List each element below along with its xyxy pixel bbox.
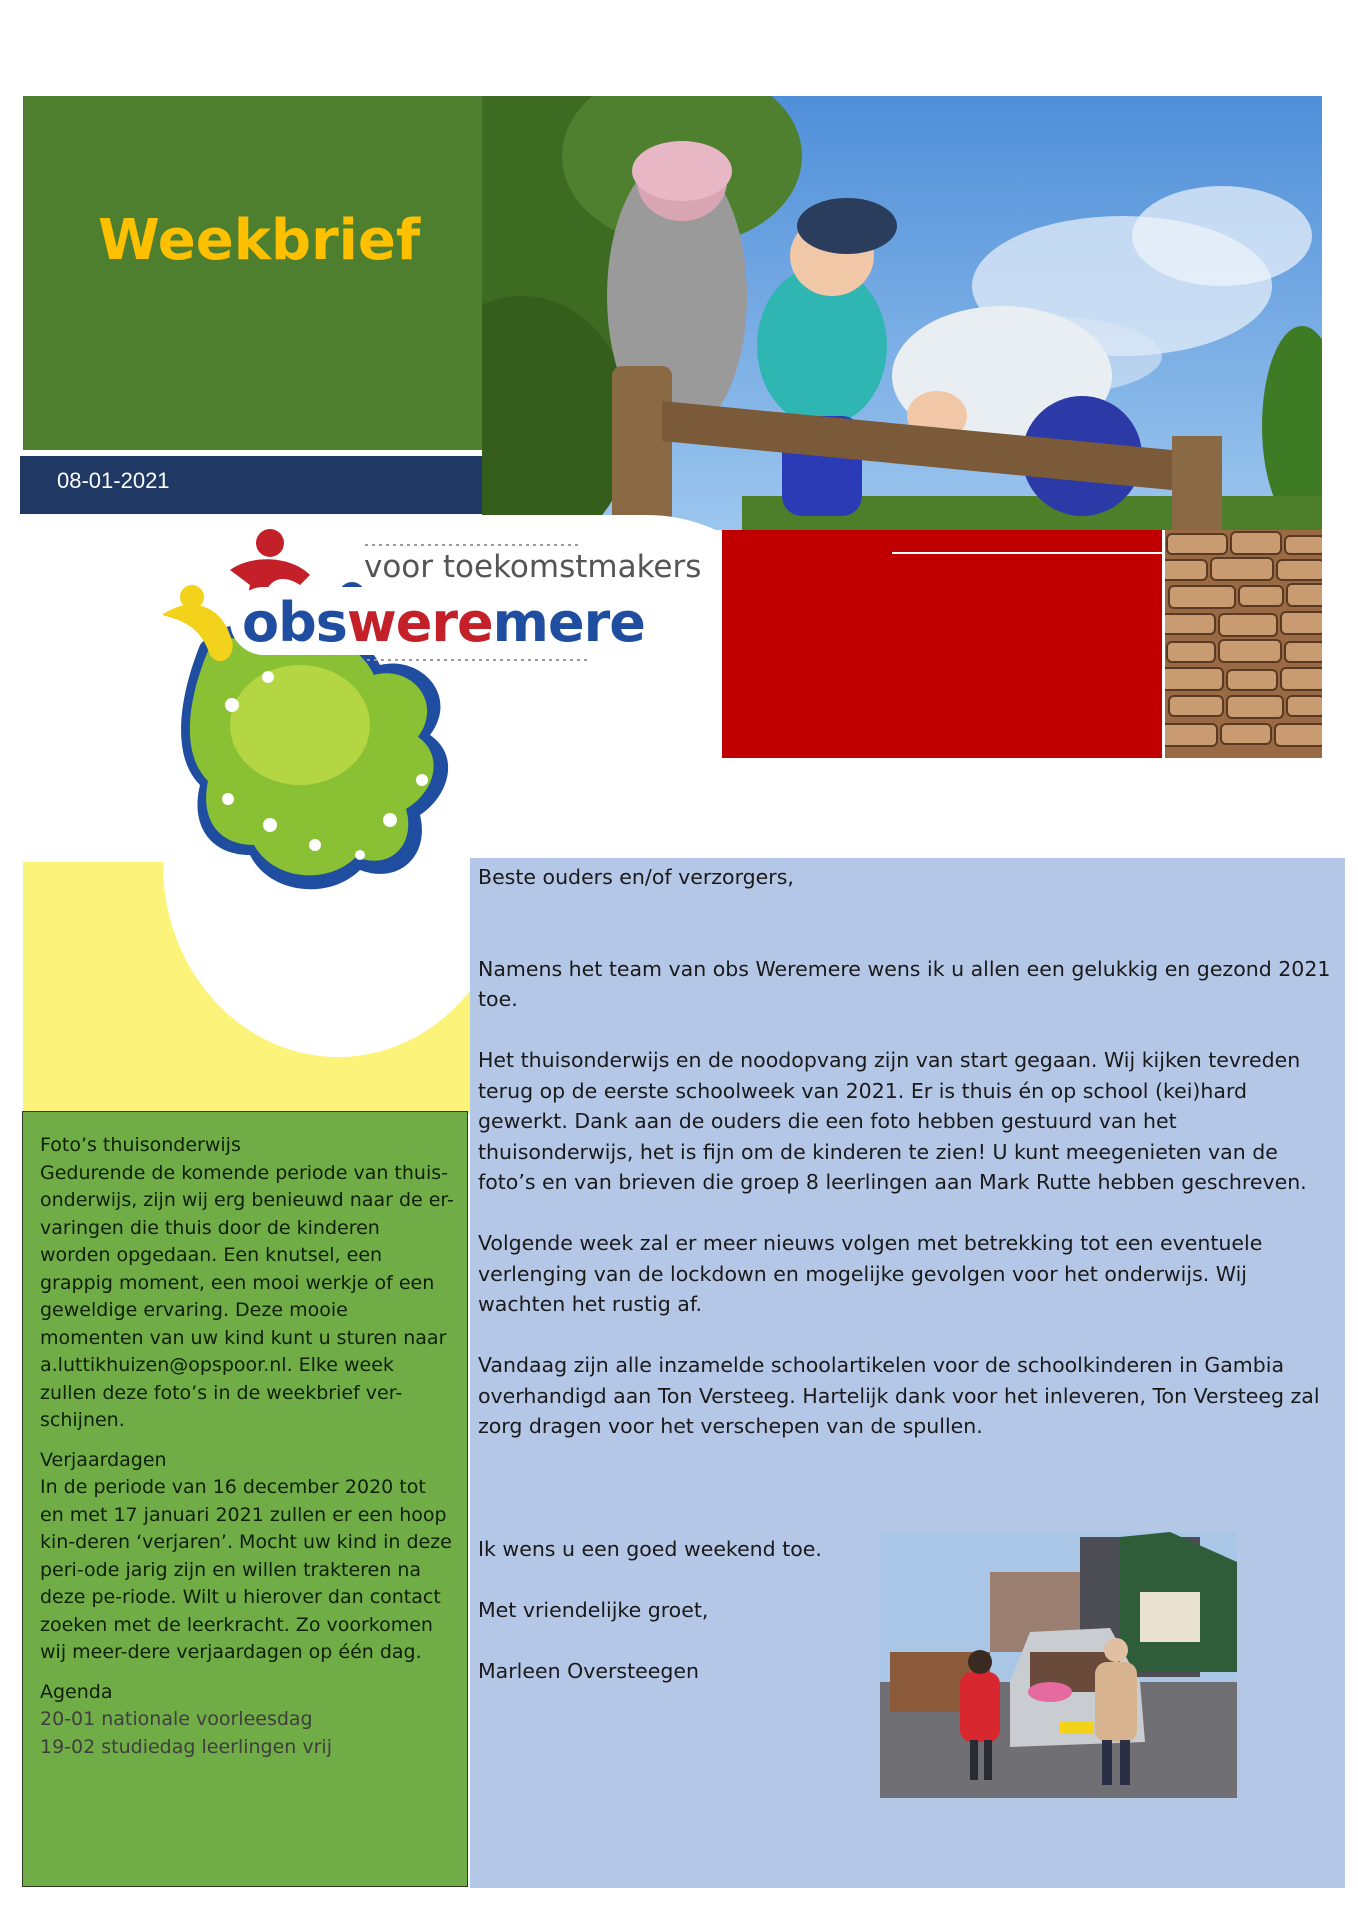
page-title: Weekbrief bbox=[98, 208, 421, 273]
issue-date: 08-01-2021 bbox=[57, 468, 170, 493]
handover-photo bbox=[880, 1532, 1237, 1798]
letter-paragraph: Volgende week zal er meer nieuws volgen met betrekking tot een eventuele verlenging van de lockdown en mogelijke gevolgen voor het onderwijs. Wij wachten het rustig af. bbox=[478, 1231, 1263, 1316]
letter-greeting: Met vriendelijke groet, bbox=[478, 1597, 709, 1622]
hero-photo bbox=[482, 96, 1322, 530]
svg-text:obsweremere bbox=[242, 591, 645, 654]
logo-tagline: voor toekomstmakers bbox=[364, 549, 702, 585]
letter-closing: Ik wens u een goed weekend toe. bbox=[478, 1536, 822, 1561]
logo-name-were: were bbox=[346, 591, 493, 654]
letter-paragraph: Vandaag zijn alle inzamelde schoolartikelen voor de schoolkinderen in Gambia overhandigd aan Ton Versteeg. Hartelijk dank voor het inleveren, Ton Versteeg zal zorg dragen voor het verschepen van de spullen. bbox=[478, 1353, 1320, 1438]
logo-name-obs: obs bbox=[242, 591, 347, 654]
stone-wall-photo bbox=[1165, 530, 1322, 758]
section-body-photos: Gedurende de komende periode van thuis-onderwijs, zijn wij erg benieuwd naar de er-varingen die thuis door de kinderen worden opgedaan. Een knutsel, een grappig moment, een mooi werkje of een geweldige ervaring. Deze mooie momenten van uw kind kunt u sturen naar a.luttikhuizen@opspoor.nl. Elke week zullen deze foto’s in de weekbrief ver-schijnen. bbox=[40, 1161, 454, 1431]
section-heading-photos: Foto’s thuisonderwijs bbox=[40, 1134, 241, 1156]
accent-line bbox=[892, 552, 1162, 554]
section-heading-birthdays: Verjaardagen bbox=[40, 1448, 167, 1471]
letter-salutation: Beste ouders en/of verzorgers, bbox=[478, 865, 794, 889]
sidebar-content bbox=[40, 1132, 455, 1761]
title-block bbox=[23, 96, 482, 450]
agenda-item: 20-01 nationale voorleesdag bbox=[40, 1708, 313, 1730]
letter-signature: Marleen Oversteegen bbox=[478, 1658, 699, 1683]
agenda-item: 19-02 studiedag leerlingen vrij bbox=[40, 1735, 332, 1758]
section-body-birthdays: In de periode van 16 december 2020 tot en met 17 januari 2021 zullen er een hoop kin-deren ‘verjaren’. Mocht uw kind in deze peri-ode jarig zijn en willen trakteren na deze pe-riode. Wilt u hierover dan contact zoeken met de leerkracht. Zo voorkomen wij meer-dere verjaardagen op één dag. bbox=[40, 1476, 452, 1663]
school-logo bbox=[160, 525, 800, 905]
letter-paragraph: Het thuisonderwijs en de noodopvang zijn van start gegaan. Wij kijken tevreden terug op de eerste schoolweek van 2021. Er is thuis én op school (kei)hard gewerkt. Dank aan de ouders die een foto hebben gestuurd van het thuisonderwijs, het is fijn om de kinderen te zien! U kunt meegenieten van de foto’s en van brieven die groep 8 leerlingen aan Mark Rutte hebben geschreven. bbox=[478, 1048, 1307, 1194]
logo-name-mere: mere bbox=[492, 591, 645, 654]
letter-paragraph: Namens het team van obs Weremere wens ik u allen een gelukkig en gezond 2021 toe. bbox=[478, 956, 1331, 1011]
agenda-heading: Agenda bbox=[40, 1680, 113, 1703]
